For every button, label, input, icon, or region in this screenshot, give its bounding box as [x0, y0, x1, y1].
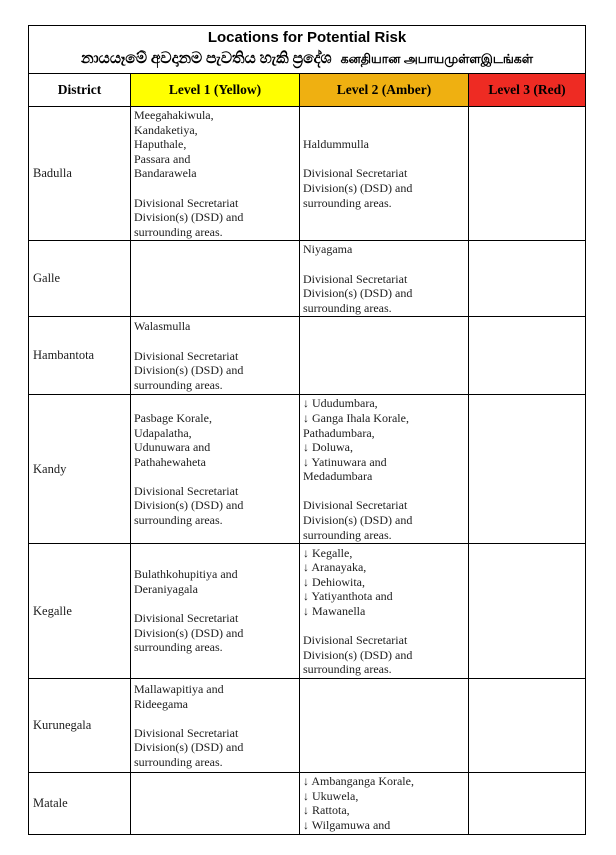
area-line: Division(s) (DSD) and — [134, 625, 244, 640]
area-line: Division(s) (DSD) and — [134, 363, 244, 378]
table-title-tamil: கனதியான அபாயமுள்ளஇடங்கள் — [340, 52, 534, 66]
table-title-cell — [29, 26, 586, 74]
area-line: ↓ Ududumbara, — [303, 396, 378, 411]
area-line: surrounding areas. — [134, 224, 223, 239]
area-line: Divisional Secretariat — [303, 166, 408, 181]
blank-line — [134, 711, 296, 726]
column-header-row — [29, 74, 586, 107]
risk-table-container — [28, 25, 585, 833]
area-line: Division(s) (DSD) and — [134, 210, 244, 225]
column-header-level2: Level 2 (Amber) — [300, 74, 469, 107]
area-line: ↓ Aranayaka, — [303, 560, 367, 575]
table-row — [29, 773, 586, 834]
level3-cell — [469, 679, 586, 773]
area-line: surrounding areas. — [303, 527, 392, 542]
level2-cell — [300, 317, 469, 395]
area-line: Bulathkohupitiya and — [134, 567, 238, 582]
area-line: ↓ Ambanganga Korale, — [303, 774, 414, 789]
level2-cell — [300, 544, 469, 679]
area-line: Walasmulla — [134, 319, 191, 334]
area-line: Division(s) (DSD) and — [134, 740, 244, 755]
area-line: Passara and — [134, 151, 191, 166]
level2-cell — [300, 679, 469, 773]
blank-line — [134, 334, 296, 349]
area-line: ↓ Wilgamuwa and — [303, 818, 391, 833]
area-line: Deraniyagala — [134, 582, 198, 597]
column-header-level3: Level 3 (Red) — [469, 74, 586, 107]
district-cell: Galle — [29, 241, 131, 317]
area-line: surrounding areas. — [134, 754, 223, 769]
level3-cell — [469, 395, 586, 544]
district-cell: Hambantota — [29, 317, 131, 395]
area-line: Medadumbara — [303, 469, 373, 484]
area-line: Divisional Secretariat — [134, 725, 239, 740]
level1-cell — [131, 317, 300, 395]
area-line: ↓ Dehiowita, — [303, 574, 365, 589]
area-line: ↓ Yatinuwara and — [303, 454, 387, 469]
area-line: Divisional Secretariat — [303, 498, 408, 513]
area-line: ↓ Ukuwela, — [303, 788, 359, 803]
district-cell: Kegalle — [29, 544, 131, 679]
area-line: Divisional Secretariat — [134, 611, 239, 626]
district-cell: Kurunegala — [29, 679, 131, 773]
area-line: ↓ Doluwa, — [303, 440, 353, 455]
table-title-local — [33, 47, 581, 71]
district-cell: Matale — [29, 773, 131, 834]
column-header-level1: Level 1 (Yellow) — [131, 74, 300, 107]
area-line: Kandaketiya, — [134, 122, 198, 137]
level2-cell — [300, 241, 469, 317]
area-line: surrounding areas. — [134, 377, 223, 392]
table-row — [29, 395, 586, 544]
blank-line — [303, 484, 465, 499]
area-line: Division(s) (DSD) and — [134, 498, 244, 513]
area-line: Divisional Secretariat — [134, 195, 239, 210]
level3-cell — [469, 241, 586, 317]
blank-line — [303, 619, 465, 634]
area-line: Divisional Secretariat — [303, 633, 408, 648]
area-line: ↓ Rattota, — [303, 803, 350, 818]
area-line: Haputhale, — [134, 137, 187, 152]
level3-cell — [469, 544, 586, 679]
area-line: Pathadumbara, — [303, 425, 375, 440]
area-line: Division(s) (DSD) and — [303, 647, 413, 662]
area-line: surrounding areas. — [134, 513, 223, 528]
level2-cell — [300, 395, 469, 544]
area-line: Division(s) (DSD) and — [303, 180, 413, 195]
table-title-english: Locations for Potential Risk — [207, 29, 407, 46]
table-row — [29, 107, 586, 241]
blank-line — [303, 257, 465, 272]
area-line: Pasbage Korale, — [134, 410, 212, 425]
area-line: Meegahakiwula, — [134, 108, 214, 122]
table-row — [29, 544, 586, 679]
blank-line — [134, 469, 296, 484]
title-row — [29, 26, 586, 74]
level3-cell — [469, 107, 586, 241]
potential-risk-table — [28, 25, 586, 835]
level3-cell — [469, 317, 586, 395]
level2-cell — [300, 773, 469, 834]
blank-line — [134, 181, 296, 196]
level1-cell — [131, 395, 300, 544]
level1-cell — [131, 679, 300, 773]
table-row — [29, 679, 586, 773]
area-line: Udunuwara and — [134, 440, 211, 455]
table-row — [29, 317, 586, 395]
area-line: Udapalatha, — [134, 425, 192, 440]
area-line: ↓ Kegalle, — [303, 545, 353, 560]
level1-cell — [131, 544, 300, 679]
area-line: surrounding areas. — [303, 662, 392, 677]
area-line: Division(s) (DSD) and — [303, 513, 413, 528]
area-line: Haldummulla — [303, 137, 369, 152]
area-line: Pathahewaheta — [134, 454, 206, 469]
blank-line — [303, 152, 465, 167]
table-title-sinhala: නායයෑමේ අවදානම පැවතිය හැකි ප්‍රදේශ — [81, 50, 332, 67]
level3-cell — [469, 773, 586, 834]
area-line: Divisional Secretariat — [303, 271, 408, 286]
area-line: surrounding areas. — [303, 300, 392, 315]
area-line: Rideegama — [134, 696, 188, 711]
area-line: ↓ Ganga Ihala Korale, — [303, 410, 409, 425]
area-line: Divisional Secretariat — [134, 348, 239, 363]
area-line: surrounding areas. — [134, 640, 223, 655]
district-cell: Badulla — [29, 107, 131, 241]
level2-cell — [300, 107, 469, 241]
level1-cell — [131, 107, 300, 241]
table-row — [29, 241, 586, 317]
area-line: surrounding areas. — [303, 195, 392, 210]
column-header-district: District — [29, 74, 131, 107]
area-line: ↓ Mawanella — [303, 603, 366, 618]
level1-cell — [131, 773, 300, 834]
area-line: Mallawapitiya and — [134, 681, 224, 696]
area-line: Bandarawela — [134, 166, 197, 181]
district-cell: Kandy — [29, 395, 131, 544]
area-line: Niyagama — [303, 242, 353, 257]
area-line: ↓ Yatiyanthota and — [303, 589, 393, 604]
blank-line — [134, 597, 296, 612]
area-line: Divisional Secretariat — [134, 483, 239, 498]
level1-cell — [131, 241, 300, 317]
area-line: Division(s) (DSD) and — [303, 286, 413, 301]
